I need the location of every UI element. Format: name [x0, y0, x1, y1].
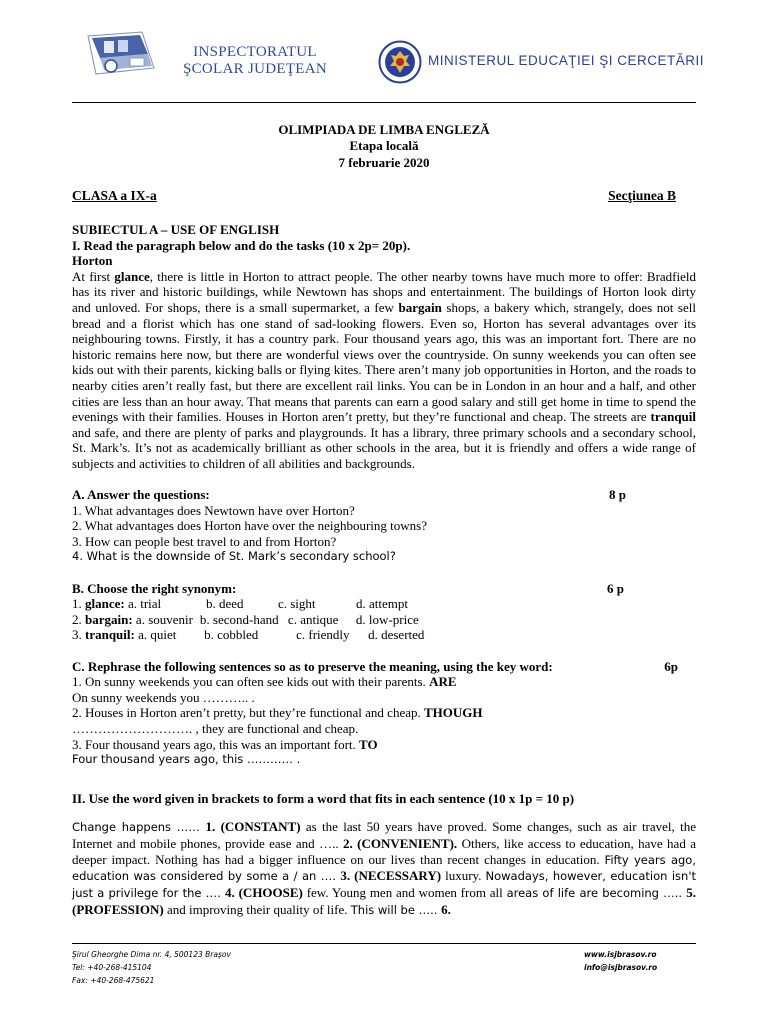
- rephrase-sentence: 3. Four thousand years ago, this was an important fort.: [72, 736, 360, 752]
- keyword-bargain: bargain: [398, 299, 442, 315]
- subject-a-heading: SUBIECTUL A – USE OF ENGLISH: [72, 222, 280, 237]
- olympiad-title: OLIMPIADA DE LIMBA ENGLEZĂ: [278, 122, 490, 137]
- question-2: 2. What advantages does Horton have over the neighbouring towns?: [72, 518, 427, 534]
- footer-tel: Tel: +40-268-415104: [72, 963, 152, 972]
- synonym-item: [72, 627, 696, 643]
- wf-item-6: 6.: [441, 901, 451, 917]
- ministry-seal-icon: [378, 40, 422, 84]
- section-c-points: 6p: [664, 658, 678, 674]
- synonym-word: bargain:: [85, 611, 133, 627]
- section-b-heading: [72, 581, 696, 597]
- footer-fax: Fax: +40-268-475621: [72, 976, 155, 985]
- ministry-title: MINISTERUL EDUCAŢIEI ŞI CERCETĂRII: [428, 53, 705, 68]
- key-word: TO: [359, 736, 378, 752]
- section-c-heading: [72, 659, 696, 675]
- option-c: c. sight: [277, 596, 316, 612]
- wf-item-3: 3. (NECESSARY): [340, 868, 442, 884]
- option-b: b. cobbled: [204, 627, 259, 643]
- section-b-title: B. Choose the right synonym:: [72, 580, 237, 596]
- wf-seg-5b: areas of life are becoming …..: [506, 886, 687, 901]
- synonym-num: 2.: [72, 611, 85, 627]
- para-seg-2: , there is little in Horton to attract people. The other nearby towns have much more to offer: Bradfield has its river and historic buildings, while Newtown has shops and entertainment. The buildings of Horton look dirty and unloved. For shops, there is a small supermarket, a few: [72, 268, 696, 315]
- para-seg-3: shops, a bakery which, strangely, does not sell bread and a florist which has one stand of sad-looking flowers. Even so, Horton has several advantages over its neighbouring towns. Firstly, it has a country park. Four thousand years ago, this was an important fort. There are no historic remains here now, but there are wonderful views over the countryside. On sunny weekends you can often see kids out with their parents, kicking balls or flying kites. There aren’t many job opportunities in Horton, and the roads to nearby cities aren’t really fast, but there are excellent rail links. You can be in London in an hour and a half, and other cities are less than an hour away. That means that parents can earn a good salary and still get home in time to spend the evenings with their families. Houses in Horton aren’t pretty, but they’re functional and cheap. The streets are: [72, 299, 696, 425]
- question-1: 1. What advantages does Newtown have over Horton?: [72, 502, 355, 518]
- wf-seg-3: Others, like access to education, have had a deeper impact. Nothing has had a bigger influence on our lives than recent changes in education.: [72, 835, 697, 867]
- synonym-item: [72, 612, 696, 628]
- exam-date: 7 februarie 2020: [338, 155, 430, 170]
- rephrase-sentence: 2. Houses in Horton aren’t pretty, but they’re functional and cheap.: [72, 705, 424, 721]
- wf-seg-6: and improving their quality of life.: [163, 901, 351, 917]
- rephrase-answer-2: ………………………. , they are functional and cheap.: [72, 721, 359, 736]
- footer-email-link[interactable]: info@isjbrasov.ro: [584, 963, 658, 972]
- option-a: a. souvenir: [135, 611, 193, 627]
- wf-seg-2: as the last 50 years have proved. Some changes, such as air travel, the Internet and mobile phones, provide ease and …..: [72, 818, 696, 851]
- option-c: c. antique: [287, 611, 339, 627]
- synonym-num: 1.: [72, 596, 85, 612]
- wf-seg-4b: Nowadays, however, education isn't just a privilege for the ….: [72, 869, 696, 901]
- synonym-item: [72, 596, 696, 612]
- wf-item-2: 2. (CONVENIENT).: [342, 835, 458, 851]
- wf-item-4: 4. (CHOOSE): [225, 885, 303, 901]
- key-word: ARE: [429, 674, 457, 690]
- isj-title-line2: ŞCOLAR JUDEŢEAN: [182, 61, 328, 77]
- wf-seg-1: Change happens ……: [72, 819, 206, 834]
- part2-heading: II. Use the word given in brackets to form a word that fits in each sentence (10 x 1p = 10 p): [72, 791, 575, 807]
- wf-seg-4: luxury.: [441, 868, 486, 884]
- rephrase-3: [72, 737, 696, 753]
- wf-seg-6b: This will be …..: [350, 902, 442, 917]
- option-c: c. friendly: [296, 627, 350, 643]
- option-d: d. low-price: [355, 611, 419, 627]
- isj-logo-icon: [82, 28, 160, 78]
- rephrase-sentence: 1. On sunny weekends you can often see kids out with their parents.: [72, 674, 430, 690]
- word-formation-paragraph: [72, 819, 696, 919]
- rephrase-answer-1: On sunny weekends you ……….. .: [72, 689, 255, 705]
- option-a: a. trial: [127, 596, 162, 612]
- reading-paragraph: [72, 269, 696, 472]
- synonym-num: 3.: [72, 627, 85, 643]
- section-label: Secţiunea B: [608, 188, 676, 203]
- para-seg-4: and safe, and there are plenty of parks and playgrounds. It has a library, three primary schools and a secondary school, St. Mark’s. It’s not as academically brilliant as other schools in the area, but it is friendly and offers a wide range of subjects and activities to children of all abilities and backgrounds.: [72, 424, 696, 471]
- option-a: a. quiet: [138, 627, 177, 643]
- rephrase-1: [72, 674, 696, 690]
- wf-seg-5: few. Young men and women from all: [302, 885, 507, 901]
- wf-item-5: 5. (PROFESSION): [72, 885, 696, 917]
- key-word: THOUGH: [423, 705, 483, 721]
- isj-title-line1: INSPECTORATUL: [193, 44, 317, 60]
- footer-divider: [72, 943, 696, 944]
- section-a-points: 8 p: [609, 487, 626, 503]
- question-3: 3. How can people best travel to and from Horton?: [72, 533, 337, 549]
- footer-website-link[interactable]: www.isjbrasov.ro: [584, 950, 657, 959]
- header-divider: [72, 102, 696, 103]
- option-d: d. attempt: [355, 596, 408, 612]
- rephrase-2: [72, 705, 696, 721]
- isj-title: [170, 44, 340, 78]
- section-a-heading: [72, 487, 696, 503]
- text-title: Horton: [72, 253, 113, 269]
- option-d: d. deserted: [368, 627, 425, 643]
- footer-address: Şirul Gheorghe Dima nr. 4, 500123 Braşov: [72, 950, 231, 959]
- section-b-points: 6 p: [607, 580, 624, 596]
- synonym-word: glance:: [85, 596, 125, 612]
- question-4: 4. What is the downside of St. Mark’s secondary school?: [72, 549, 396, 564]
- footer-contact: [72, 948, 231, 987]
- option-b: b. second-hand: [199, 611, 279, 627]
- keyword-tranquil: tranquil: [650, 409, 696, 425]
- stage-title: Etapa locală: [349, 138, 419, 153]
- synonym-word: tranquil:: [85, 627, 135, 643]
- wf-seg-3b: Fifty years ago, education was considered by some a / an ….: [72, 852, 696, 884]
- class-row: [72, 188, 676, 204]
- section-c-title: C. Rephrase the following sentences so as to preserve the meaning, using the key word:: [72, 658, 553, 674]
- part1-heading: I. Read the paragraph below and do the tasks (10 x 2p= 20p).: [72, 237, 411, 253]
- rephrase-answer-3: Four thousand years ago, this ………… .: [72, 752, 301, 767]
- wf-item-1: 1. (CONSTANT): [205, 818, 301, 834]
- para-seg-1: At first: [72, 268, 115, 284]
- footer-web: [584, 948, 657, 974]
- section-a-title: A. Answer the questions:: [72, 487, 210, 503]
- exam-content: [72, 222, 696, 919]
- keyword-glance: glance: [114, 268, 150, 284]
- class-label: CLASA a IX-a: [72, 188, 157, 203]
- option-b: b. deed: [205, 596, 244, 612]
